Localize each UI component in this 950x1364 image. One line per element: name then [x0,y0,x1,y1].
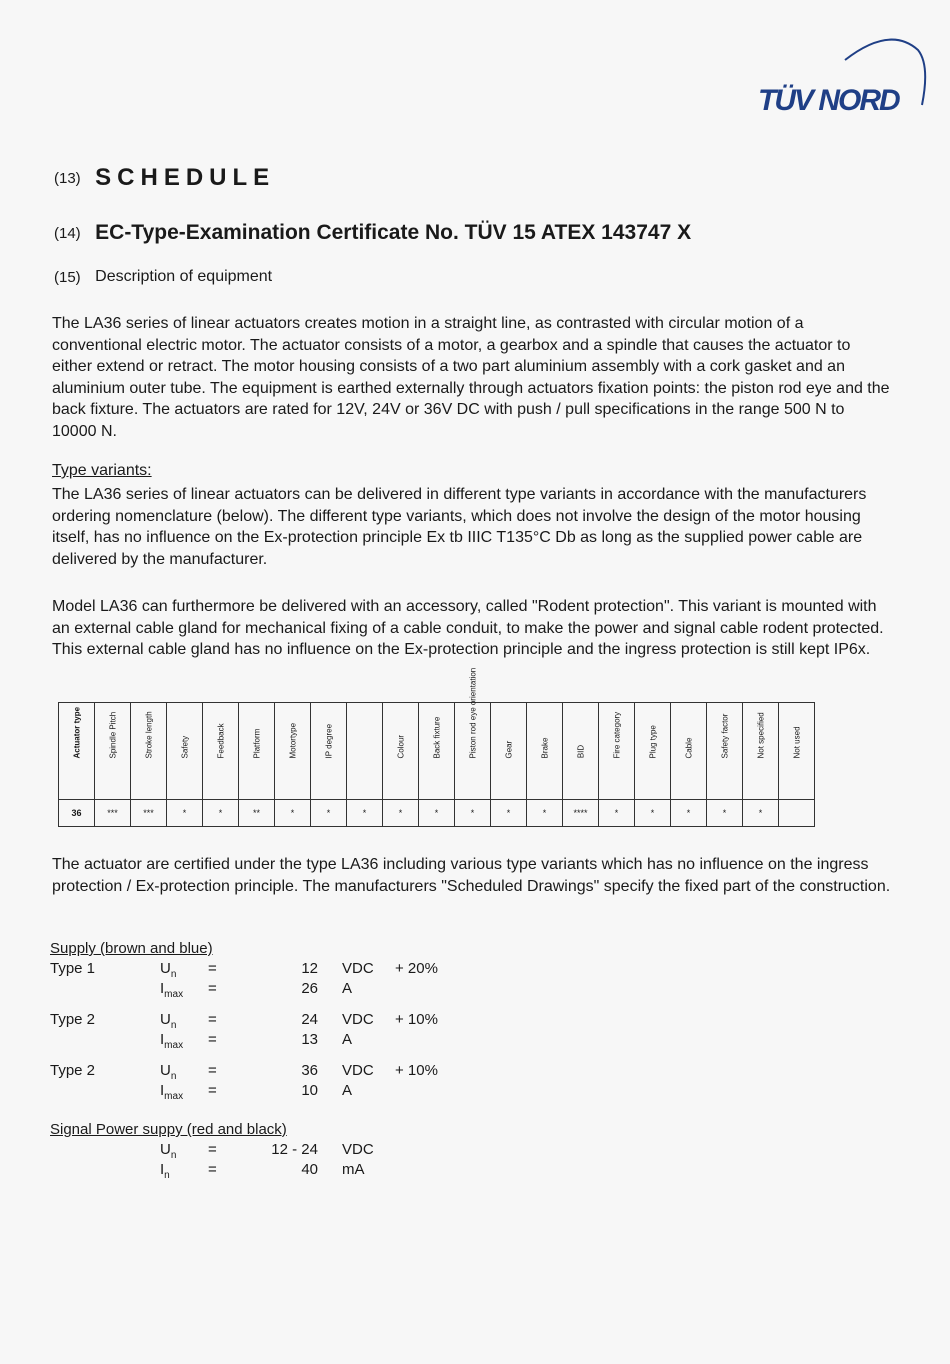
unit: VDC [342,1062,374,1079]
unit: VDC [342,1011,374,1028]
table-header-row [59,703,815,800]
header-label: Not used [792,725,801,758]
supply-row [50,1011,470,1031]
symbol-letter: U [160,1062,171,1079]
symbol-subscript: n [170,969,177,980]
table-header-cell [203,703,239,800]
header-label: Plug type [648,724,657,758]
symbol-letter: I [160,1161,165,1178]
symbol-subscript: max [164,1040,184,1051]
table-cell: *** [95,800,131,827]
header-label: BID [576,744,585,758]
table-cell: **** [563,800,599,827]
unit: A [342,1082,353,1099]
table-cell: * [167,800,203,827]
table-header-cell [635,703,671,800]
symbol-letter: I [160,1031,165,1048]
table-cell: ** [239,800,275,827]
certification-paragraph: The actuator are certified under the type LA36 including various type variants which has no influence on the ingress protection / Ex-protection principle. The manufacturers "Scheduled Drawings" specify the fixed part of the construction. [52,856,891,895]
unit: mA [342,1161,365,1178]
header-label: Motortype [288,722,297,758]
header-label: Not specified [756,711,765,758]
signal-supply-heading: Signal Power suppy (red and black) [50,1121,287,1138]
equals-sign: = [208,1141,217,1158]
table-header-cell [167,703,203,800]
equals-sign: = [208,1062,217,1079]
type-label: Type 2 [50,1062,96,1079]
section-number: (13) [54,169,81,187]
supply-row [50,980,470,1000]
table-cell: * [671,800,707,827]
table-header-cell [275,703,311,800]
header-label: Fire category [612,711,621,758]
tolerance: + 10% [395,1062,438,1079]
section-15-heading [54,268,272,286]
symbol-letter: I [160,980,165,997]
table-header-cell [743,703,779,800]
table-cell: * [635,800,671,827]
table-cell: * [347,800,383,827]
certificate-number-title: EC-Type-Examination Certificate No. TÜV 15 ATEX 143747 X [95,221,692,244]
unit: VDC [342,960,374,977]
equals-sign: = [208,980,217,997]
type-variants-paragraph: The LA36 series of linear actuators can be delivered in different type variants in accordance with the manufacturers ordering nomenclature (below). The different type variants, which does not involve the design of the motor housing itself, has no influence on the Ex-protection principle Ex tb IIIC T135°C Db as long as the supplied power cable are delivered by the manufacturer. [52,486,867,568]
header-label: IP degree [324,723,333,758]
symbol-subscript: max [164,1091,184,1102]
value: 12 - 24 [271,1141,318,1158]
table-cell: * [275,800,311,827]
table-cell [779,800,815,827]
table-value-row [59,800,815,827]
table-header-cell [779,703,815,800]
table-cell: * [491,800,527,827]
symbol-letter: I [160,1082,165,1099]
symbol [160,1062,176,1082]
symbol-letter: U [160,1011,171,1028]
section-number: (14) [54,224,81,242]
table-cell: * [455,800,491,827]
table-header-cell [311,703,347,800]
symbol [160,960,176,980]
header-label: Safety factor [720,713,729,758]
symbol-subscript: n [170,1150,177,1161]
symbol [160,1031,183,1051]
table-header-cell [347,703,383,800]
header-label: Feedback [216,722,225,758]
symbol [160,1011,176,1031]
header-label: Cable [684,737,693,758]
section-13-heading [54,164,275,192]
symbol [160,1161,170,1181]
header-label: Back fixture [432,716,441,758]
table-header-cell [671,703,707,800]
symbol [160,1141,176,1161]
type-variants-label: Type variants: [52,462,152,479]
header-label: Gear [504,740,513,758]
table-cell: * [527,800,563,827]
rodent-protection-paragraph: Model LA36 can furthermore be delivered with an accessory, called "Rodent protection". This variant is mounted with an external cable gland for mechanical fixing of a cable conduit, to make the power and signal cable rodent protected. This external cable gland has no influence on the Ex-protection principle and the ingress protection is still kept IP6x. [52,598,884,658]
section-14-heading [54,221,691,245]
table-header-cell [383,703,419,800]
header-label: Platform [252,728,261,758]
type-variant-table [58,667,815,827]
logo-text: TÜV NORD [758,84,899,117]
symbol-letter: U [160,1141,171,1158]
header-label: Actuator type [72,706,81,758]
table-cell: * [707,800,743,827]
equals-sign: = [208,1011,217,1028]
table-header-cell [95,703,131,800]
table-header-cell [599,703,635,800]
equals-sign: = [208,960,217,977]
value: 36 [301,1062,318,1079]
header-label: Safety [180,735,189,758]
value: 13 [301,1031,318,1048]
value: 12 [301,960,318,977]
table-cell: * [599,800,635,827]
table-header-cell [563,703,599,800]
type-label: Type 1 [50,960,96,977]
supply-heading: Supply (brown and blue) [50,940,213,957]
section-number: (15) [54,268,81,286]
supply-row [50,1082,470,1102]
type-label: Type 2 [50,1011,96,1028]
supply-row [50,1031,470,1051]
symbol-letter: U [160,960,171,977]
table-cell: * [383,800,419,827]
table-header-cell [419,703,455,800]
supply-row [50,960,470,980]
table-header-cell [455,667,491,800]
table-header-cell [59,703,95,800]
symbol-subscript: max [164,989,184,1000]
symbol-subscript: n [170,1071,177,1082]
table-cell: * [419,800,455,827]
value: 24 [301,1011,318,1028]
table-header-cell [707,703,743,800]
table-cell: * [203,800,239,827]
table-header-cell [527,703,563,800]
equals-sign: = [208,1031,217,1048]
signal-row [50,1161,470,1181]
table-cell: * [311,800,347,827]
value: 10 [301,1082,318,1099]
table-header-cell [131,703,167,800]
value: 26 [301,980,318,997]
symbol [160,980,183,1000]
tolerance: + 20% [395,960,438,977]
value: 40 [301,1161,318,1178]
symbol [160,1082,183,1102]
table-cell: *** [131,800,167,827]
tolerance: + 10% [395,1011,438,1028]
schedule-title: SCHEDULE [95,164,276,191]
supply-row [50,1062,470,1082]
header-label: Spindle Pitch [108,711,117,758]
equals-sign: = [208,1082,217,1099]
signal-row [50,1141,470,1161]
header-label: Brake [540,737,549,758]
description-title: Description of equipment [95,268,273,285]
symbol-subscript: n [170,1020,177,1031]
description-paragraph: The LA36 series of linear actuators creates motion in a straight line, as contrasted with circular motion of a conventional electric motor. The actuator consists of a motor, a gearbox and a spindle that causes the actuator to either extend or retract. The motor housing consists of a two part aluminium assembly with a cork gasket and an aluminium outer tube. The equipment is earthed externally through actuators fixation points: the piston rod eye and the back fixture. The actuators are rated for 12V, 24V or 36V DC with push / pull specifications in the range 500 N to 10000 N. [52,315,890,440]
symbol-subscript: n [164,1170,170,1181]
header-label: Stroke length [144,710,153,758]
table-cell: 36 [59,800,95,827]
equals-sign: = [208,1161,217,1178]
unit: VDC [342,1141,374,1158]
header-label: Colour [396,734,405,758]
tuv-nord-logo [750,30,940,130]
table-header-cell [239,703,275,800]
table-header-cell [491,703,527,800]
unit: A [342,980,353,997]
unit: A [342,1031,353,1048]
table-cell: * [743,800,779,827]
header-label: Piston rod eye orientation [468,667,477,758]
